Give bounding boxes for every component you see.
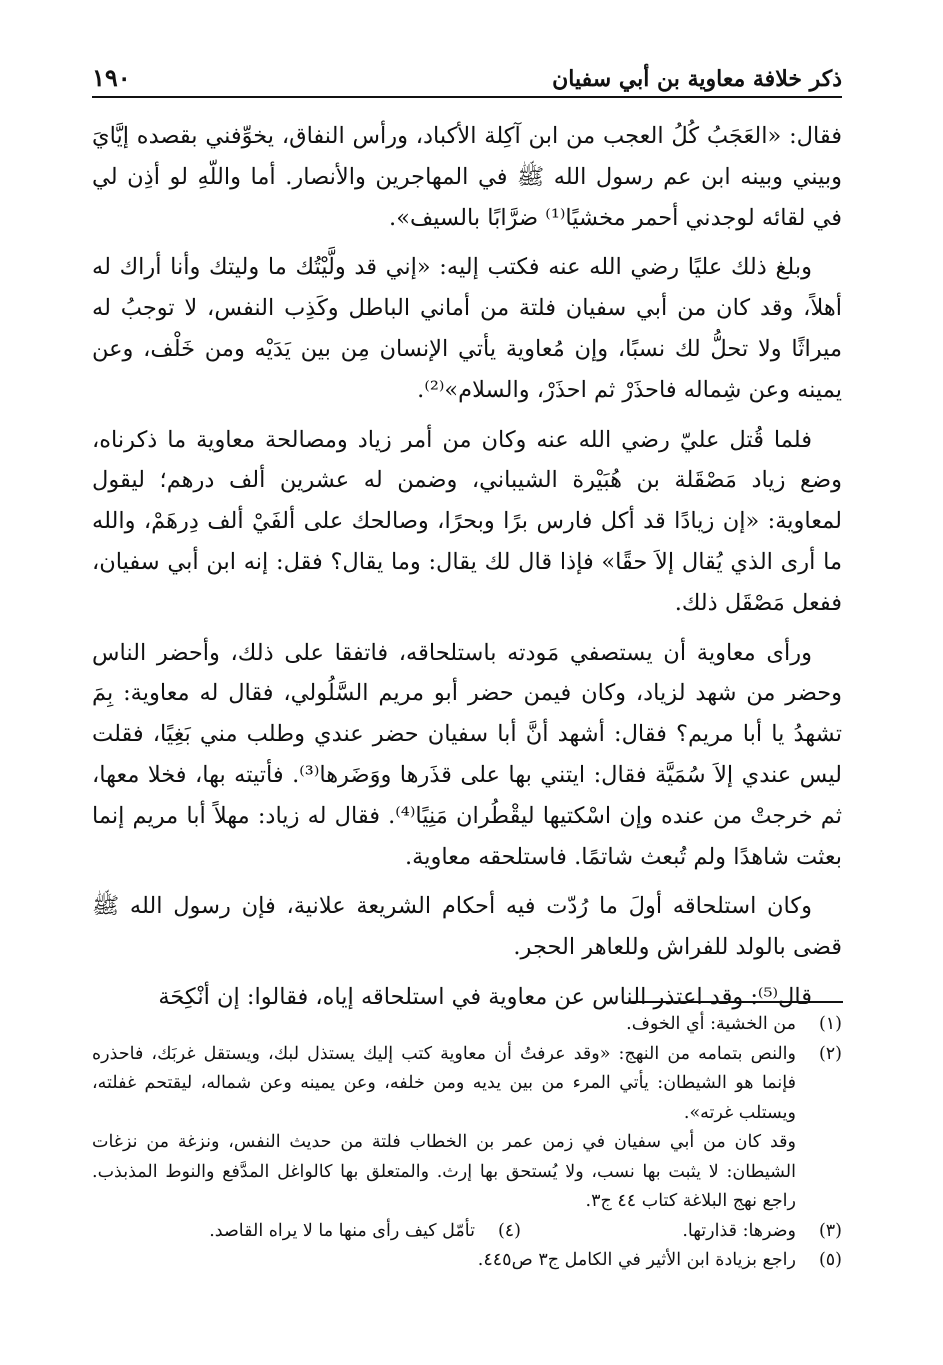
footnote-text: وضرها: قذارتها.	[682, 1220, 796, 1241]
paragraph: وبلغ ذلك عليًا رضي الله عنه فكتب إليه: «إني قد ولَّيْتُك ما وليتك وأنا أراك له أهلاً، وقد كان من أبي سفيان فلتة من أماني الباطل وكَذِب النفس، لا توجبُ له ميراثًا ولا تحلُّ لك نسبًا، وإن مُعاوية يأتي الإنسان مِن بين يَدَيْه ومن خَلْف، وعن يمينه وعن شِماله فاحذَرْ ثم احذَرْ، والسلام»⁽²⁾.	[92, 254, 842, 403]
footnote-text: من الخشية: أي الخوف.	[626, 1014, 796, 1034]
footnote-number: (٤)	[497, 1220, 521, 1241]
footnote-text	[92, 1040, 796, 1217]
footnote-text: تأمّل كيف رأى منها ما لا يراه القاصد.	[209, 1220, 475, 1241]
paragraph: فقال: «العَجَبُ كُلُ العجب من ابن آكِلة الأكباد، ورأس النفاق، يخوِّفني بقصده إيَّايَ وبيني وبينه ابن عم رسول الله ﷺ في المهاجرين والأنصار. أما واللّهِ لو أذِن لي في لقائه لوجدني أحمر مخشيًا⁽¹⁾ ضرَّابًا بالسيف».	[92, 123, 842, 231]
footnote-pair	[92, 1217, 842, 1247]
paragraph: وكان استلحاقه أولَ ما رُدّت فيه أحكام الشريعة علانية، فإن رسول الله ﷺ قضى بالولد للفراش وللعاهر الحجر.	[92, 893, 842, 961]
footnote-paragraph: وقد كان من أبي سفيان في زمن عمر بن الخطاب فلتة من حديث النفس، ونزغة من نزغات الشيطان: لا يثبت بها نسب، ولا يُستحق بها إرث. والمتعلق بها كالواغل المدَّفع والنوط المذبذب. راجع نهج البلاغة كتاب ٤٤ ج٣.	[92, 1132, 796, 1211]
footnote-number: (١)	[818, 1014, 842, 1034]
footnote-divider	[628, 1001, 843, 1003]
footnote-number: (٢)	[818, 1043, 842, 1064]
main-text	[92, 116, 842, 1027]
running-header	[92, 58, 842, 98]
footnote	[92, 1010, 842, 1040]
footnote-pair-content	[92, 1217, 796, 1247]
footnote	[92, 1040, 842, 1217]
chapter-title: ذكر خلافة معاوية بن أبي سفيان	[552, 66, 842, 92]
footnote-number: (٥)	[818, 1250, 842, 1270]
footnote-number: (٣)	[818, 1220, 842, 1241]
footnote-paragraph: والنص بتمامه من النهج: «وقد عرفتُ أن معاوية كتب إليك يستذل لبك، ويستقل غربَك، فاحذره فإنما هو الشيطان: يأتي المرء من بين يديه ومن خلفه، وعن يمينه وعن شماله، ليقتحم غفلته، ويستلب غرته».	[92, 1043, 796, 1123]
footnote	[92, 1246, 842, 1276]
paragraph: فلما قُتل عليّ رضي الله عنه وكان من أمر زياد ومصالحة معاوية ما ذكرناه، وضع زياد مَصْقَلة بن هُبَيْرة الشيباني، وضمن له عشرين ألف درهم؛ ليقول لمعاوية: «إن زيادًا قد أكل فارس برًا وبحرًا، وصالحك على ألفَيْ ألف دِرهَمْ، والله ما أرى الذي يُقال إلاَ حقًا» فإذا قال لك يقال: وما يقال؟ فقل: إنه ابن أبي سفيان، ففعل مَصْقَل ذلك.	[92, 426, 842, 616]
page-number: ١٩٠	[92, 63, 131, 92]
footnote-text: راجع بزيادة ابن الأثير في الكامل ج٣ ص٤٤٥.	[477, 1250, 796, 1270]
footnotes	[92, 1010, 842, 1276]
paragraph: ورأى معاوية أن يستصفي مَودته باستلحاقه، فاتفقا على ذلك، وأحضر الناس وحضر من شهد لزياد، وكان فيمن حضر أبو مريم السَّلُولي، فقال له معاوية: بِمَ تشهدُ يا أبا مريم؟ فقال: أشهد أنَّ أبا سفيان حضر عندي وطلب مني بَغِيًا، فقلت ليس عندي إلاَ سُمَيَّة فقال: ايتني بها على قذَرها ووَضَرها⁽³⁾. فأتيته بها، فخلا معها، ثم خرجتْ من عنده وإن اسْكتيها ليقْطُران مَنِيًا⁽⁴⁾. فقال له زياد: مهلاً أبا مريم إنما بعثت شاهدًا ولم تُبعث شاتمًا. فاستلحقه معاوية.	[92, 639, 842, 870]
paragraph: قال⁽⁵⁾: وقد اعتذر الناس عن معاوية في استلحاقه إياه، فقالوا: إن أنْكِحَة	[158, 983, 812, 1010]
